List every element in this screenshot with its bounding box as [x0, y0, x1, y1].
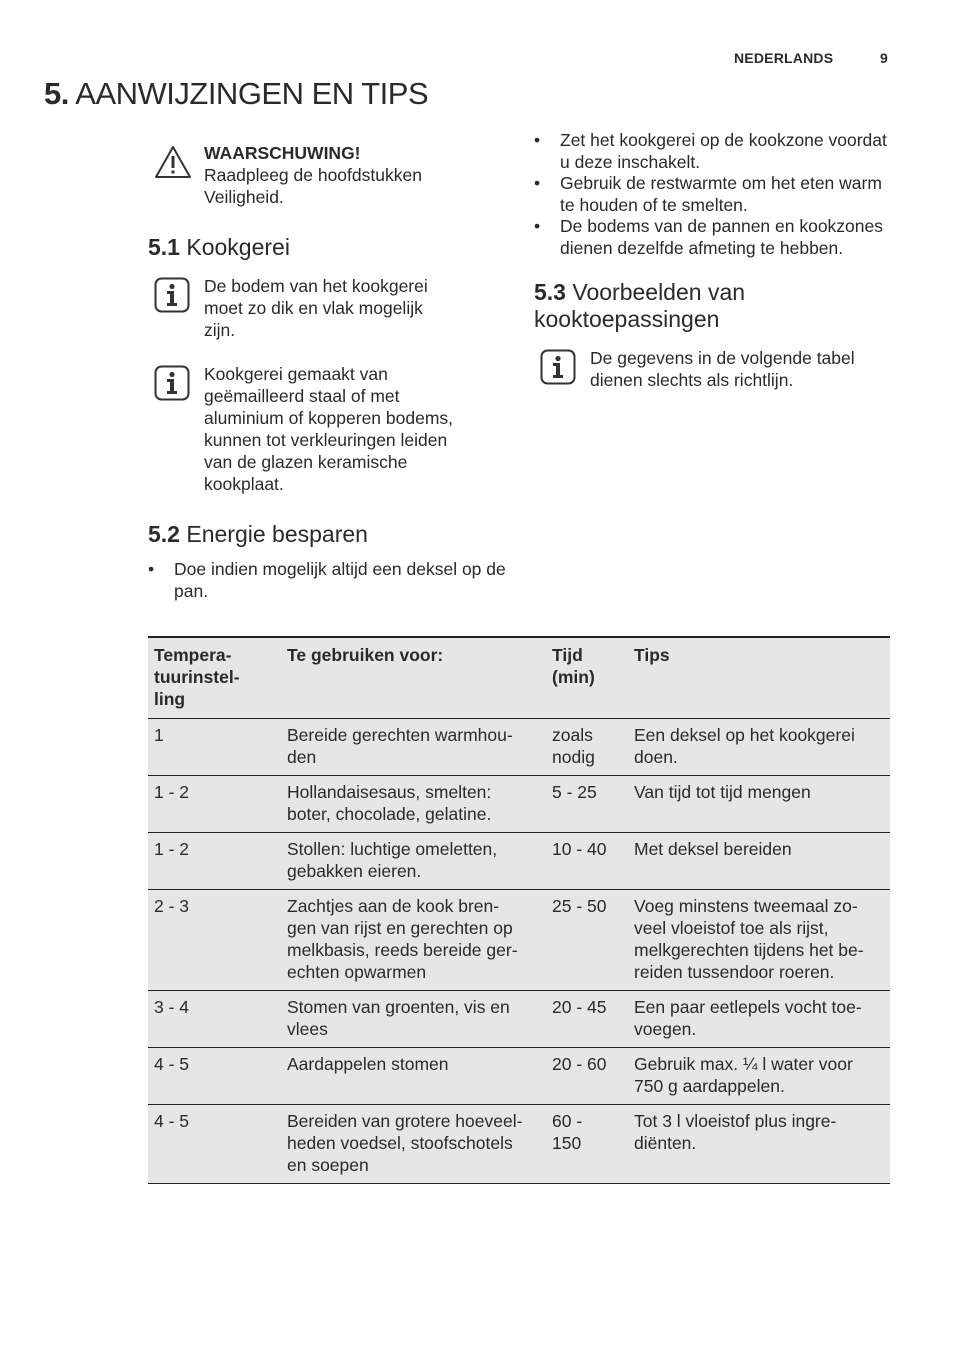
table-row — [148, 719, 890, 776]
column-header-temperature: Tempera- tuurinstel- ling — [148, 637, 281, 719]
table-cell: 4 - 5 — [148, 1048, 281, 1105]
table-cell: Hollandaisesaus, smelten: boter, chocolade, gelatine. — [281, 776, 546, 833]
section-3-title-line1: Voorbeelden van — [572, 279, 746, 305]
warning-title: WAARSCHUWING! — [204, 143, 361, 163]
column-header-time: Tijd (min) — [546, 637, 628, 719]
section-1-number: 5.1 — [148, 234, 180, 260]
table-cell: 20 - 45 — [546, 991, 628, 1048]
info-icon — [540, 349, 576, 390]
table-row — [148, 1105, 890, 1184]
section-3-number: 5.3 — [534, 279, 566, 305]
column-header-usage: Te gebruiken voor: — [281, 637, 546, 719]
table-cell: 60 - 150 — [546, 1105, 628, 1184]
chapter-title — [44, 76, 428, 112]
info-icon — [154, 277, 190, 318]
info-note-3 — [534, 347, 894, 391]
table-cell: 1 - 2 — [148, 833, 281, 890]
table-cell: 4 - 5 — [148, 1105, 281, 1184]
chapter-title-text: AANWIJZINGEN EN TIPS — [75, 76, 429, 111]
table-cell: 3 - 4 — [148, 991, 281, 1048]
list-item-text: Doe indien mogelijk altijd een deksel op de pan. — [174, 559, 506, 601]
list-item-text: De bodems van de pannen en kookzones dienen dezelfde afmeting te hebben. — [560, 216, 884, 258]
list-item: • De bodems van de pannen en kookzones dienen dezelfde afmeting te hebben. — [534, 216, 884, 258]
table-cell: Gebruik max. ¼ l water voor 750 g aardappelen. — [628, 1048, 890, 1105]
section-3-title-line2: kooktoepassingen — [534, 306, 720, 332]
table-row — [148, 776, 890, 833]
list-item: • Doe indien mogelijk altijd een deksel op de pan. — [148, 559, 506, 601]
table-header-row — [148, 637, 890, 719]
section-2-heading — [148, 521, 518, 548]
header-language: NEDERLANDS — [734, 50, 834, 66]
table-row — [148, 833, 890, 890]
info-icon — [154, 365, 190, 406]
table-cell: Voeg minstens tweemaal zo- veel vloeistof toe als rijst, melkgerechten tijdens het be- reiden tussendoor roeren. — [628, 890, 890, 991]
table-cell: Zachtjes aan de kook bren- gen van rijst en gerechten op melkbasis, reeds bereide ger- echten opwarmen — [281, 890, 546, 991]
chapter-number: 5. — [44, 76, 69, 111]
list-item: • Gebruik de restwarmte om het eten warm te houden of te smelten. — [534, 173, 882, 215]
table-cell: 1 - 2 — [148, 776, 281, 833]
section-1-heading — [148, 234, 518, 261]
table-cell: Bereiden van grotere hoeveel- heden voedsel, stoofschotels en soepen — [281, 1105, 546, 1184]
table-cell: Van tijd tot tijd mengen — [628, 776, 890, 833]
table-cell: Stollen: luchtige omeletten, gebakken eieren. — [281, 833, 546, 890]
info-note-1-text: De bodem van het kookgerei moet zo dik en vlak mogelijk zijn. — [204, 276, 428, 340]
table-cell: 25 - 50 — [546, 890, 628, 991]
section-2-number: 5.2 — [148, 521, 180, 547]
table-row — [148, 1048, 890, 1105]
bullet-list-right — [534, 130, 892, 259]
right-column — [534, 130, 894, 391]
left-column — [148, 142, 518, 602]
table-cell: 2 - 3 — [148, 890, 281, 991]
table-row — [148, 890, 890, 991]
info-note-3-text: De gegevens in de volgende tabel dienen slechts als richtlijn. — [590, 348, 855, 390]
table-row — [148, 991, 890, 1048]
info-note-2 — [148, 363, 518, 495]
cooking-table — [148, 636, 890, 1184]
table-cell: Stomen van groenten, vis en vlees — [281, 991, 546, 1048]
bullet-list-left — [148, 559, 508, 602]
warning-note — [148, 142, 518, 208]
page-number: 9 — [880, 50, 888, 66]
list-item-text: Zet het kookgerei op de kookzone voordat u deze inschakelt. — [560, 130, 887, 172]
column-header-tips: Tips — [628, 637, 890, 719]
warning-triangle-icon — [154, 144, 192, 185]
table-cell: Een deksel op het kookgerei doen. — [628, 719, 890, 776]
section-2-title: Energie besparen — [186, 521, 368, 547]
list-item-text: Gebruik de restwarmte om het eten warm te houden of te smelten. — [560, 173, 882, 215]
table-cell: Tot 3 l vloeistof plus ingre- diënten. — [628, 1105, 890, 1184]
table-cell: 10 - 40 — [546, 833, 628, 890]
info-note-1 — [148, 275, 518, 341]
table-cell: Een paar eetlepels vocht toe- voegen. — [628, 991, 890, 1048]
list-item: • Zet het kookgerei op de kookzone voordat u deze inschakelt. — [534, 130, 887, 172]
table-cell: 1 — [148, 719, 281, 776]
table-cell: Aardappelen stomen — [281, 1048, 546, 1105]
table-cell: Bereide gerechten warmhou- den — [281, 719, 546, 776]
table-cell: zoals nodig — [546, 719, 628, 776]
warning-text: Raadpleeg de hoofdstukken Veiligheid. — [204, 165, 422, 207]
section-3-heading — [534, 279, 894, 333]
table-cell: Met deksel bereiden — [628, 833, 890, 890]
table-cell: 20 - 60 — [546, 1048, 628, 1105]
info-note-2-text: Kookgerei gemaakt van geëmailleerd staal of met aluminium of kopperen bodems, kunnen tot verkleuringen leiden van de glazen keramische kookplaat. — [204, 364, 454, 494]
table-cell: 5 - 25 — [546, 776, 628, 833]
section-1-title: Kookgerei — [186, 234, 290, 260]
